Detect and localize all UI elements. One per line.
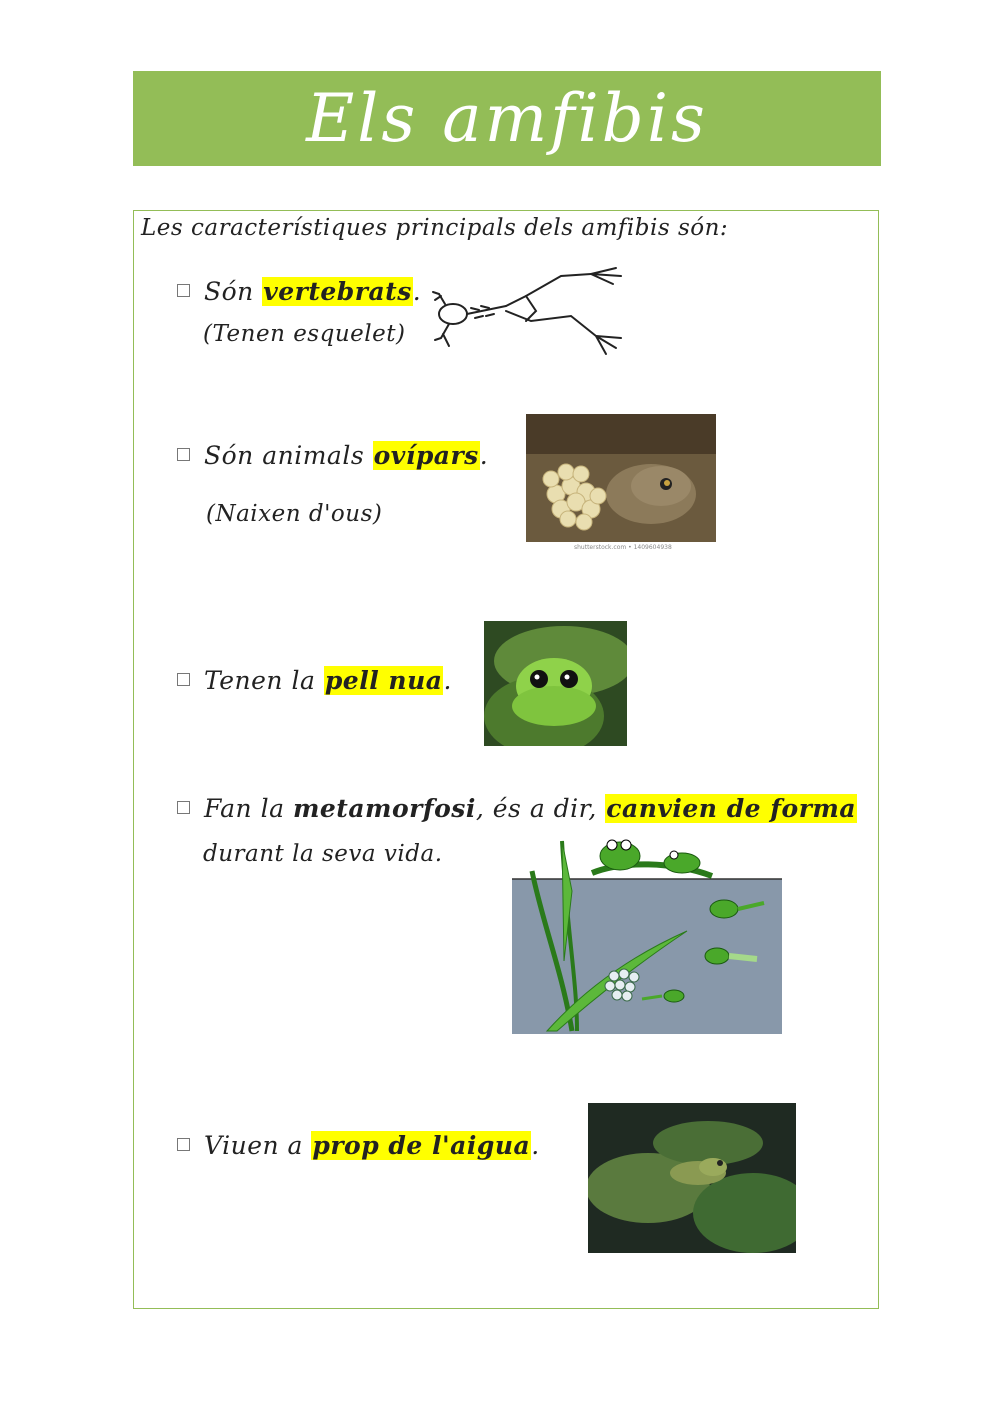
toad-eggs-photo [526,414,716,542]
item-metamorfosi-sub: durant la seva vida. [203,841,443,867]
highlight: pell nua [324,666,443,695]
bullet-icon [177,448,190,461]
bold-term: metamorfosi [292,794,476,823]
page-title: Els amfibis [306,80,708,157]
bullet-icon [177,284,190,297]
item-vertebrats: Són vertebrats. [177,277,421,306]
item-pell-nua: Tenen la pell nua. [177,666,452,695]
item-aigua: Viuen a prop de l'aigua. [177,1131,540,1160]
item-ovipars-sub: (Naixen d'ous) [206,501,383,527]
frog-on-lilypad-photo [588,1103,796,1253]
item-ovipars: Són animals ovípars. [177,441,488,470]
frog-skeleton-image [431,266,631,361]
metamorphosis-diagram [502,831,787,1036]
intro-text: Les característiques principals dels amfibis són: [141,215,729,241]
content-box [133,210,879,1309]
highlight: prop de l'aigua [312,1131,531,1160]
item-vertebrats-sub: (Tenen esquelet) [203,321,406,347]
bullet-icon [177,673,190,686]
item-metamorfosi: Fan la metamorfosi, és a dir, canvien de forma [177,794,857,823]
bullet-icon [177,1138,190,1151]
highlight: canvien de forma [606,794,857,823]
title-banner [133,71,881,166]
photo-caption: shutterstock.com • 1409604938 [574,544,672,551]
bullet-icon [177,801,190,814]
highlight: vertebrats [263,277,412,306]
highlight: ovípars [373,441,479,470]
green-frog-photo [484,621,627,746]
